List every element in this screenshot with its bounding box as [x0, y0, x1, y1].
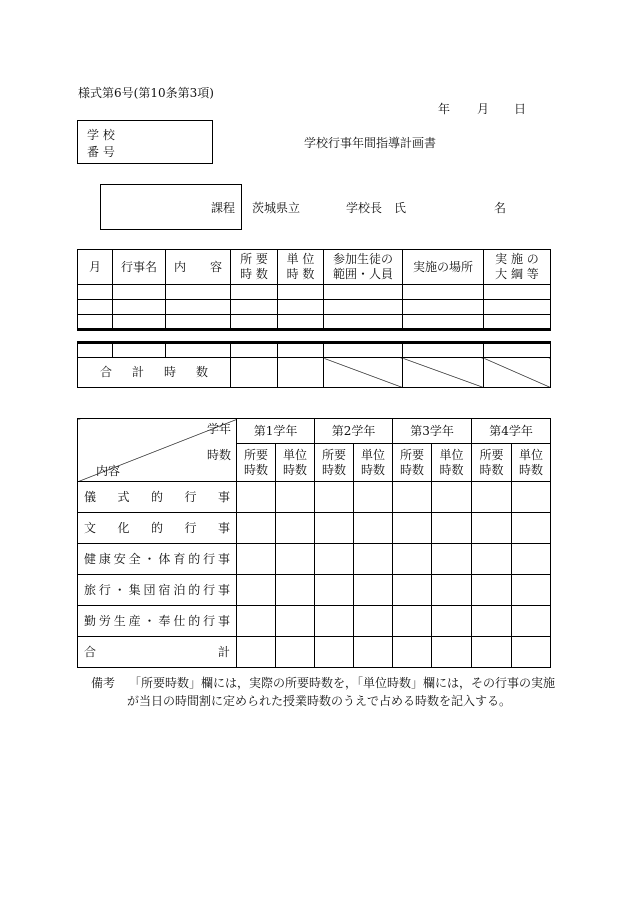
remarks-label: 備考: [91, 676, 116, 690]
header-unit-hours: 単 位 時 数: [278, 250, 324, 285]
category-travel-lodging: 旅行・集団宿泊的行事: [78, 575, 237, 606]
table-row: [78, 606, 551, 637]
name-label: 名: [494, 201, 507, 215]
corner-grade-label: 学年: [206, 422, 231, 436]
course-box[interactable]: [100, 184, 242, 230]
corner-content-label: 内容: [96, 464, 121, 478]
category-total: 合計: [78, 637, 237, 668]
category-health-safety-sports: 健康安全・体育的行事: [78, 544, 237, 575]
total-unit-hours[interactable]: [278, 358, 324, 388]
category-labor-service: 勤労生産・奉仕的行事: [78, 606, 237, 637]
subheader-unit: 単位 時数: [432, 444, 472, 482]
grade-4-header: 第4学年: [472, 419, 551, 444]
table-row: [78, 300, 551, 315]
event-table-header-row: [78, 250, 551, 285]
total-location-crossed: [403, 358, 484, 388]
header-required-hours: 所 要 時 数: [231, 250, 278, 285]
header-corner-cell: [78, 419, 237, 482]
subheader-required: 所要 時数: [393, 444, 432, 482]
header-participants: 参加生徒の 範囲・人員: [324, 250, 403, 285]
table-row: [78, 575, 551, 606]
table-row: [78, 285, 551, 300]
table-row: [78, 315, 551, 330]
school-number-box[interactable]: [77, 120, 213, 164]
school-number-label-2: 番 号: [87, 145, 115, 159]
header-month: 月: [78, 250, 113, 285]
form-number: 様式第6号(第10条第3項): [78, 86, 214, 100]
grade-2-header: 第2学年: [315, 419, 393, 444]
total-label: 合 計 時 数: [78, 358, 231, 388]
total-outline-crossed: [484, 358, 551, 388]
remarks-line-2: が当日の時間割に定められた授業時数のうえで占める時数を記入する。: [127, 694, 512, 708]
total-row: [78, 358, 551, 388]
header-outline: 実 施 の 大 綱 等: [484, 250, 551, 285]
subheader-unit: 単位 時数: [354, 444, 393, 482]
total-required-hours[interactable]: [231, 358, 278, 388]
subheader-unit: 単位 時数: [512, 444, 551, 482]
category-cultural: 文化的行事: [78, 513, 237, 544]
subheader-required: 所要 時数: [472, 444, 512, 482]
date-year-label: 年: [438, 102, 451, 116]
total-row: [78, 637, 551, 668]
grade-header-row: [78, 419, 551, 444]
event-plan-table: [77, 249, 551, 388]
table-row: [78, 343, 551, 358]
omission-separator: [78, 330, 551, 343]
header-event-name: 行事名: [113, 250, 166, 285]
date-day-label: 日: [514, 102, 527, 116]
header-location: 実施の場所: [403, 250, 484, 285]
table-row: [78, 482, 551, 513]
corner-hours-label: 時数: [206, 448, 231, 462]
prefecture-label: 茨城県立: [252, 201, 301, 215]
remarks-line-1: [91, 674, 555, 692]
subheader-required: 所要 時数: [237, 444, 276, 482]
table-row: [78, 513, 551, 544]
date-month-label: 月: [477, 102, 490, 116]
total-participants-crossed: [324, 358, 403, 388]
course-label: 課程: [210, 201, 235, 215]
subheader-required: 所要 時数: [315, 444, 354, 482]
subheader-unit: 単位 時数: [276, 444, 315, 482]
school-number-label-1: 学 校: [87, 128, 115, 142]
grade-1-header: 第1学年: [237, 419, 315, 444]
header-content: 内 容: [166, 250, 231, 285]
principal-label: 学校長 氏: [346, 201, 407, 215]
grade-3-header: 第3学年: [393, 419, 472, 444]
category-ceremonial: 儀式的行事: [78, 482, 237, 513]
remarks-text-1: 「所要時数」欄には，実際の所要時数を，「単位時数」欄には，その行事の実施: [129, 676, 556, 690]
hours-summary-table: [77, 418, 551, 668]
table-row: [78, 544, 551, 575]
document-title: 学校行事年間指導計画書: [304, 136, 437, 150]
